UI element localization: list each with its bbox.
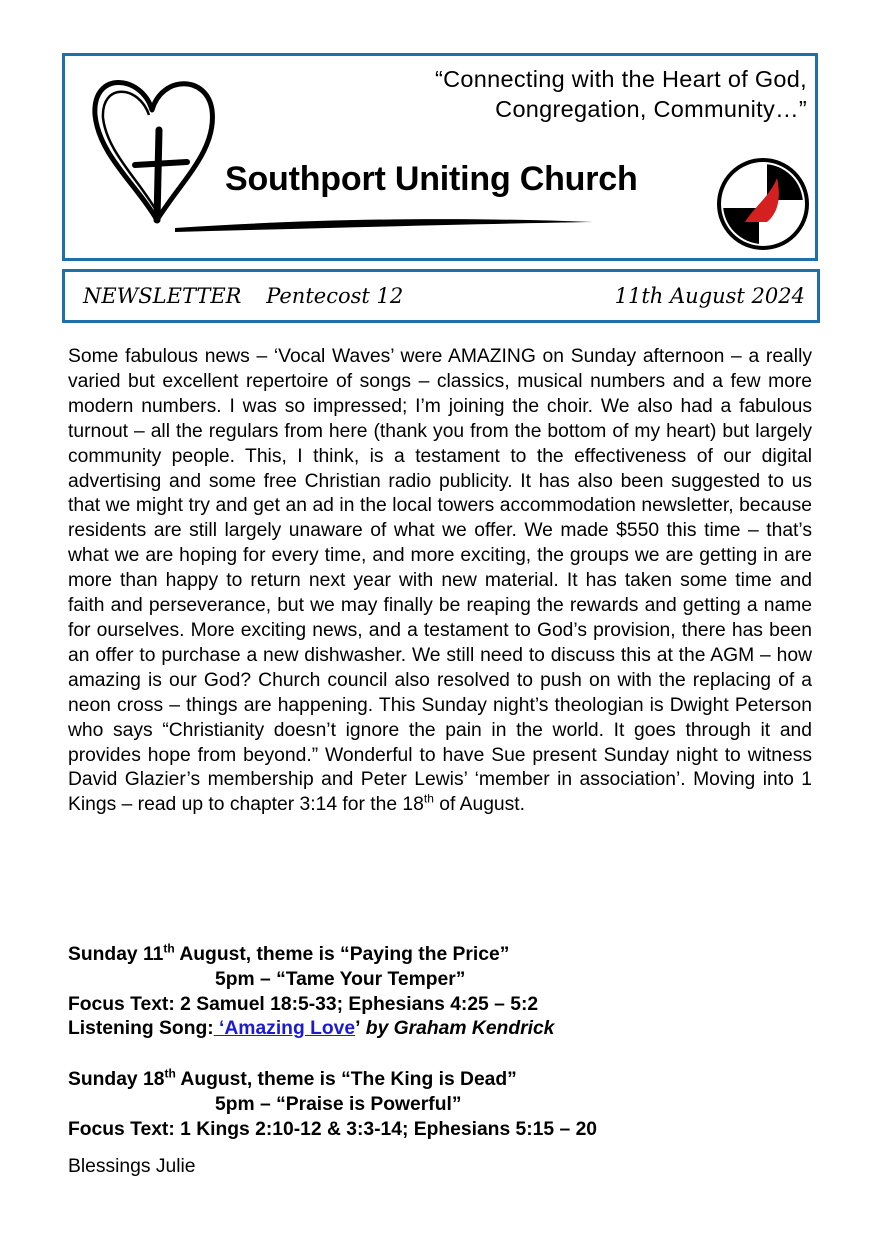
uniting-church-logo-icon — [715, 156, 811, 252]
church-name: Southport Uniting Church — [225, 160, 638, 198]
newsletter-bar — [62, 269, 820, 323]
service-1-evening: 5pm – “Tame Your Temper” — [215, 968, 466, 990]
service-1-focus: Focus Text: 2 Samuel 18:5-33; Ephesians 4:25 – 5:2 — [68, 993, 539, 1015]
signoff: Blessings Julie — [68, 1156, 196, 1177]
newsletter-date: 11th August 2024 — [614, 284, 805, 308]
service-2-evening: 5pm – “Praise is Powerful” — [215, 1093, 462, 1115]
newsletter-label: NEWSLETTER — [83, 284, 242, 308]
body-text: Some fabulous news – ‘Vocal Waves’ were AMAZING on Sunday afternoon – a really varied but excellent repertoire of songs – classics, musical numbers and a few more modern numbers. I was so impressed; I’m joining the choir. We also had a fabulous turnout – all the regulars from here (thank you from the bottom of my heart) but largely community people. This, I think, is a testament to the effectiveness of our digital advertising and some free Christian radio publicity. It has also been suggested to us that we might try and get an ad in the local towers accommodation newsletter, because residents are still largely unaware of what we offer. We made $550 this time – that’s what we are hoping for every time, and more exciting, the groups we are getting in are more than happy to return next year with new material. It has taken some time and faith and perseverance, but we may finally be reaping the rewards and getting a name for ourselves. More exciting news, and a testament to God’s provision, there has been an offer to purchase a new dishwasher. We still need to discuss this at the AGM – how amazing is our God? Church council also resolved to push on with the replacing of a neon cross – things are happening. This Sunday night’s theologian is Dwight Peterson who says “Christianity doesn’t ignore the pain in the world. It goes through it and provides hope from beyond.” Wonderful to have Sue present Sunday night to witness David Glazier’s membership and Peter Lewis’ ‘member in association’. Moving into 1 Kings – read up to chapter 3:14 for the 18 — [68, 346, 812, 816]
body-paragraph — [68, 345, 812, 818]
service-2 — [68, 1068, 812, 1142]
body-text-end: of August. — [433, 794, 526, 816]
header-box — [62, 53, 818, 261]
tagline-line-2: Congregation, Community…” — [495, 96, 807, 122]
service-2-theme: Sunday 18th August, theme is “The King is Dead” — [68, 1066, 517, 1090]
tagline — [435, 64, 807, 124]
newsletter-season: Pentecost 12 — [266, 284, 404, 308]
service-1-song: Listening Song: ‘Amazing Love’ by Graham Kendrick — [68, 1018, 555, 1040]
tagline-line-1: “Connecting with the Heart of God, — [434, 66, 807, 92]
body-sup: th — [423, 791, 434, 806]
service-1-theme: Sunday 11th August, theme is “Paying the Price” — [68, 941, 510, 965]
service-1 — [68, 943, 812, 1042]
service-2-focus: Focus Text: 1 Kings 2:10-12 & 3:3-14; Ephesians 5:15 – 20 — [68, 1118, 598, 1140]
song-link[interactable]: ‘Amazing Love — [213, 1018, 356, 1040]
brush-stroke-decoration — [175, 206, 595, 236]
